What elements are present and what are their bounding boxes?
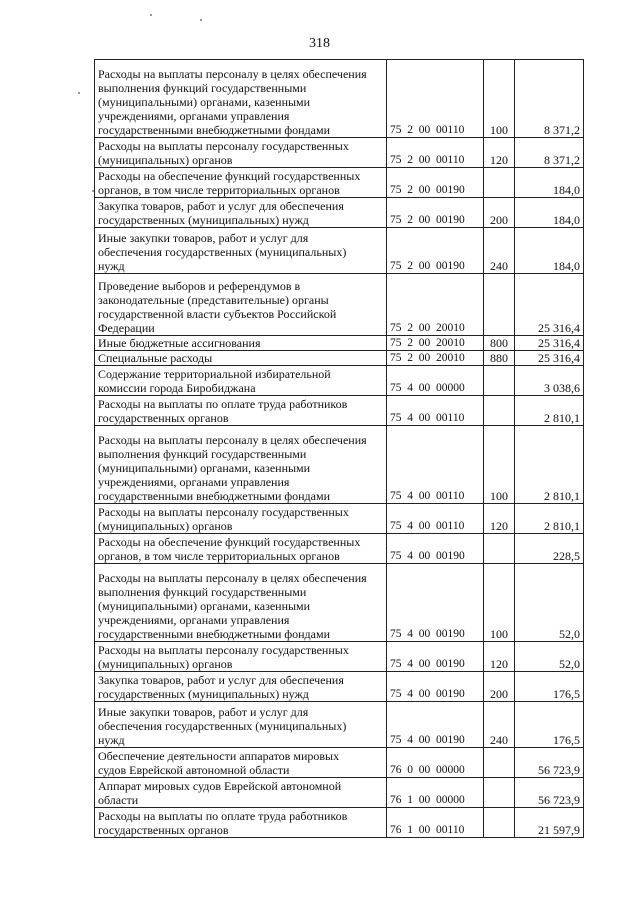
row-expense-type: 120 [484,138,515,168]
row-amount: 56 723,9 [515,748,584,778]
row-code: 75 4 00 00110 [387,426,484,504]
row-expense-type [484,534,515,564]
row-name: Расходы на выплаты персоналу в целях обеспечения выполнения функций государственными (муниципальными) органами, казенными учреждениями, органами управления государственными внебюджетными фондами [95,60,387,138]
row-expense-type [484,778,515,808]
row-amount: 3 038,6 [515,366,584,396]
row-name: Расходы на выплаты персоналу государственных (муниципальных) органов [95,138,387,168]
row-amount: 52,0 [515,564,584,642]
row-name: Расходы на выплаты персоналу государственных (муниципальных) органов [95,504,387,534]
row-code: 75 2 00 00110 [387,60,484,138]
table-row [95,808,584,838]
scan-speck [150,14,152,16]
row-amount: 25 316,4 [515,336,584,351]
row-name: Расходы на выплаты персоналу в целях обеспечения выполнения функций государственными (муниципальными) органами, казенными учреждениями, органами управления государственными внебюджетными фондами [95,564,387,642]
row-name: Специальные расходы [95,351,387,366]
row-expense-type [484,366,515,396]
table-row [95,351,584,366]
page-number: 318 [309,36,330,51]
row-name: Расходы на обеспечение функций государственных органов, в том числе территориальных органов [95,534,387,564]
row-amount: 8 371,2 [515,138,584,168]
row-code: 76 0 00 00000 [387,748,484,778]
row-expense-type: 100 [484,60,515,138]
table-row [95,426,584,504]
row-name: Закупка товаров, работ и услуг для обеспечения государственных (муниципальных) нужд [95,198,387,228]
row-amount: 184,0 [515,228,584,274]
row-expense-type [484,168,515,198]
row-amount: 184,0 [515,198,584,228]
table-row [95,198,584,228]
row-code: 75 4 00 00190 [387,534,484,564]
row-expense-type: 100 [484,426,515,504]
row-amount: 2 810,1 [515,426,584,504]
scan-speck [78,92,80,94]
row-amount: 8 371,2 [515,60,584,138]
row-expense-type: 240 [484,702,515,748]
table-row [95,504,584,534]
row-code: 75 2 00 00110 [387,138,484,168]
table-row [95,274,584,336]
budget-table [94,59,584,838]
row-amount: 228,5 [515,534,584,564]
row-amount: 184,0 [515,168,584,198]
row-code: 75 4 00 00190 [387,642,484,672]
row-code: 75 4 00 00110 [387,504,484,534]
row-amount: 2 810,1 [515,504,584,534]
row-expense-type [484,808,515,838]
row-amount: 56 723,9 [515,778,584,808]
row-code: 75 4 00 00000 [387,366,484,396]
row-name: Содержание территориальной избирательной комиссии города Биробиджана [95,366,387,396]
table-row [95,168,584,198]
row-name: Проведение выборов и референдумов в законодательные (представительные) органы государственной власти субъектов Российской Федерации [95,274,387,336]
row-expense-type [484,748,515,778]
table-row [95,366,584,396]
row-code: 75 4 00 00190 [387,672,484,702]
row-code: 75 2 00 20010 [387,274,484,336]
row-expense-type: 200 [484,672,515,702]
row-code: 75 4 00 00190 [387,564,484,642]
row-code: 76 1 00 00000 [387,778,484,808]
row-code: 76 1 00 00110 [387,808,484,838]
row-name: Аппарат мировых судов Еврейской автономной области [95,778,387,808]
row-expense-type: 120 [484,504,515,534]
row-expense-type: 240 [484,228,515,274]
row-code: 75 2 00 20010 [387,336,484,351]
row-code: 75 2 00 00190 [387,168,484,198]
row-expense-type: 880 [484,351,515,366]
row-expense-type: 120 [484,642,515,672]
row-expense-type [484,396,515,426]
table-row [95,564,584,642]
table-row [95,642,584,672]
row-name: Расходы на выплаты персоналу государственных (муниципальных) органов [95,642,387,672]
table-row [95,534,584,564]
table-row [95,778,584,808]
row-name: Расходы на выплаты по оплате труда работников государственных органов [95,808,387,838]
row-amount: 176,5 [515,672,584,702]
row-expense-type [484,274,515,336]
table-row [95,228,584,274]
row-expense-type: 800 [484,336,515,351]
row-name: Расходы на обеспечение функций государственных органов, в том числе территориальных органов [95,168,387,198]
table-row [95,672,584,702]
table-row [95,396,584,426]
row-name: Иные закупки товаров, работ и услуг для обеспечения государственных (муниципальных) нужд [95,702,387,748]
table-row [95,60,584,138]
table-row [95,138,584,168]
row-amount: 2 810,1 [515,396,584,426]
row-expense-type: 200 [484,198,515,228]
table-row [95,748,584,778]
row-name: Обеспечение деятельности аппаратов мировых судов Еврейской автономной области [95,748,387,778]
row-code: 75 2 00 00190 [387,228,484,274]
row-amount: 25 316,4 [515,351,584,366]
row-code: 75 4 00 00190 [387,702,484,748]
row-name: Расходы на выплаты персоналу в целях обеспечения выполнения функций государственными (муниципальными) органами, казенными учреждениями, органами управления государственными внебюджетными фондами [95,426,387,504]
scan-speck [200,19,202,21]
table-row [95,702,584,748]
row-expense-type: 100 [484,564,515,642]
row-amount: 25 316,4 [515,274,584,336]
row-code: 75 2 00 00190 [387,198,484,228]
table-row [95,336,584,351]
row-amount: 176,5 [515,702,584,748]
row-amount: 21 597,9 [515,808,584,838]
row-name: Иные бюджетные ассигнования [95,336,387,351]
row-name: Иные закупки товаров, работ и услуг для обеспечения государственных (муниципальных) нужд [95,228,387,274]
row-name: Закупка товаров, работ и услуг для обеспечения государственных (муниципальных) нужд [95,672,387,702]
row-name: Расходы на выплаты по оплате труда работников государственных органов [95,396,387,426]
row-code: 75 4 00 00110 [387,396,484,426]
row-code: 75 2 00 20010 [387,351,484,366]
row-amount: 52,0 [515,642,584,672]
